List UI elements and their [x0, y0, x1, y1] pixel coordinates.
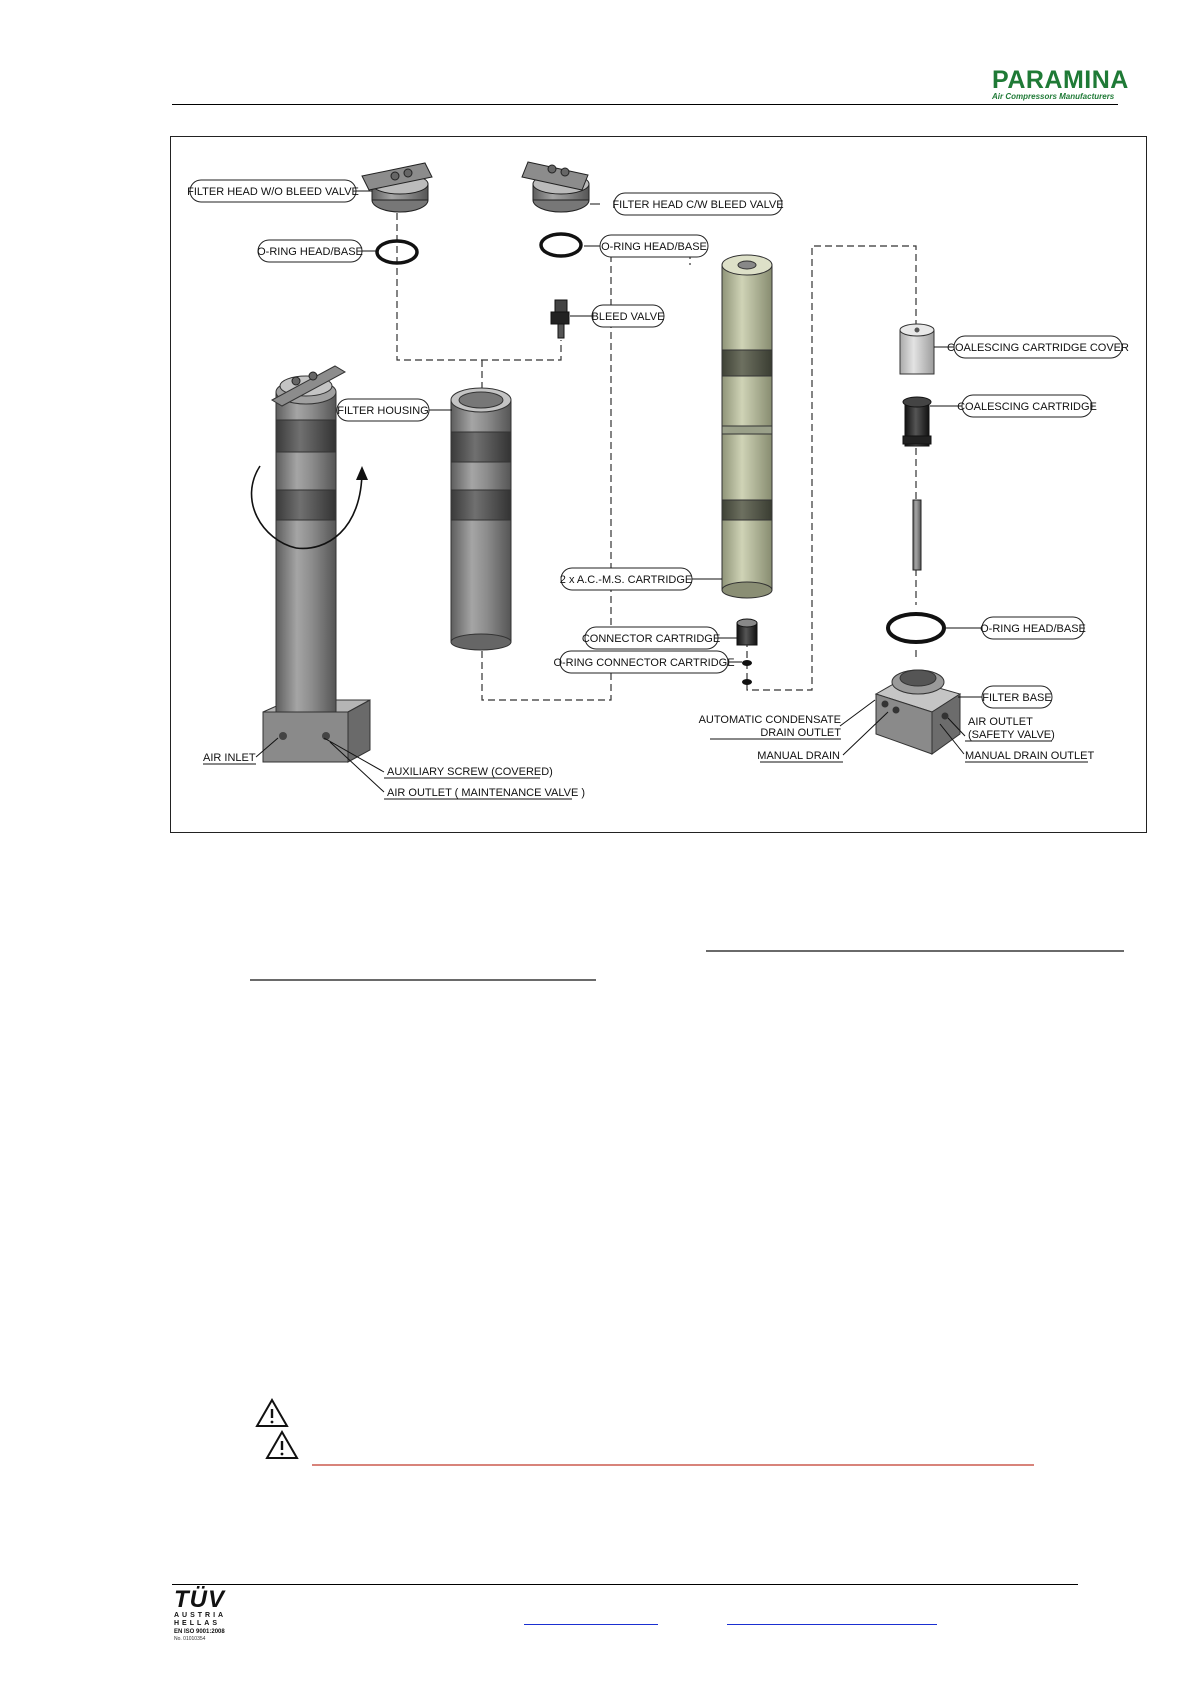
coalescing-cartridge-cover: [900, 324, 934, 374]
label-auto-drain-2: DRAIN OUTLET: [760, 727, 841, 739]
label-auto-drain-1: AUTOMATIC CONDENSATE: [698, 714, 841, 726]
tuv-iso: EN ISO 9001:2008: [174, 1629, 225, 1635]
brand-logo: PARAMINA: [992, 66, 1129, 94]
footer-link-underline-1[interactable]: [524, 1624, 658, 1625]
tuv-certification: [174, 1588, 244, 1643]
label-filter-head-wo: FILTER HEAD W/O BLEED VALVE: [187, 186, 359, 198]
acms-cartridges: [722, 255, 772, 598]
brand-tagline: Air Compressors Manufacturers: [992, 92, 1115, 101]
warning-icon: [267, 1432, 297, 1458]
center-tube: [913, 500, 921, 570]
label-o-ring-right: O-RING HEAD/BASE: [980, 623, 1086, 635]
filter-housing: [451, 388, 511, 650]
o-ring-mid: [541, 234, 581, 256]
label-air-outlet-maint: AIR OUTLET ( MAINTENANCE VALVE ): [387, 787, 586, 799]
label-manual-drain: MANUAL DRAIN: [757, 750, 840, 762]
filter-head-wo-bleed: [362, 163, 432, 212]
tuv-number: No. 01010354: [174, 1636, 206, 1642]
label-filter-head-cw: FILTER HEAD C/W BLEED VALVE: [612, 199, 784, 211]
bleed-valve: [551, 300, 569, 338]
label-o-ring-left: O-RING HEAD/BASE: [257, 246, 363, 258]
label-air-inlet: AIR INLET: [203, 752, 256, 764]
assembled-filter: [252, 366, 370, 762]
label-auxiliary-screw: AUXILIARY SCREW (COVERED): [387, 766, 553, 778]
coalescing-cartridge: [903, 397, 931, 446]
tuv-line1: AUSTRIA: [174, 1612, 227, 1619]
footer-link-underline-2[interactable]: [727, 1624, 937, 1625]
filter-base: [876, 670, 960, 754]
warning-icon: [257, 1400, 287, 1426]
label-manual-drain-outlet: MANUAL DRAIN OUTLET: [965, 750, 1095, 762]
label-connector-cartridge: CONNECTOR CARTRIDGE: [581, 633, 721, 645]
filter-head-cw-bleed: [522, 162, 589, 212]
label-filter-base: FILTER BASE: [982, 692, 1052, 704]
footer-divider: [172, 1584, 1078, 1585]
tuv-mark: TÜV: [174, 1586, 225, 1613]
label-o-ring-mid: O-RING HEAD/BASE: [601, 241, 707, 253]
label-coalescing-cartridge: COALESCING CARTRIDGE: [957, 401, 1097, 413]
label-acms-cartridge: 2 x A.C.-M.S. CARTRIDGE: [559, 574, 693, 586]
label-air-outlet-2: (SAFETY VALVE): [968, 729, 1055, 741]
label-bleed-valve: BLEED VALVE: [591, 311, 665, 323]
label-filter-housing: FILTER HOUSING: [337, 405, 429, 417]
o-ring-right: [888, 614, 944, 642]
label-o-ring-connector: O-RING CONNECTOR CARTRIDGE: [553, 657, 735, 669]
label-air-outlet-1: AIR OUTLET: [968, 716, 1033, 728]
label-coalescing-cover: COALESCING CARTRIDGE COVER: [947, 342, 1129, 354]
tuv-line2: HELLAS: [174, 1620, 220, 1627]
